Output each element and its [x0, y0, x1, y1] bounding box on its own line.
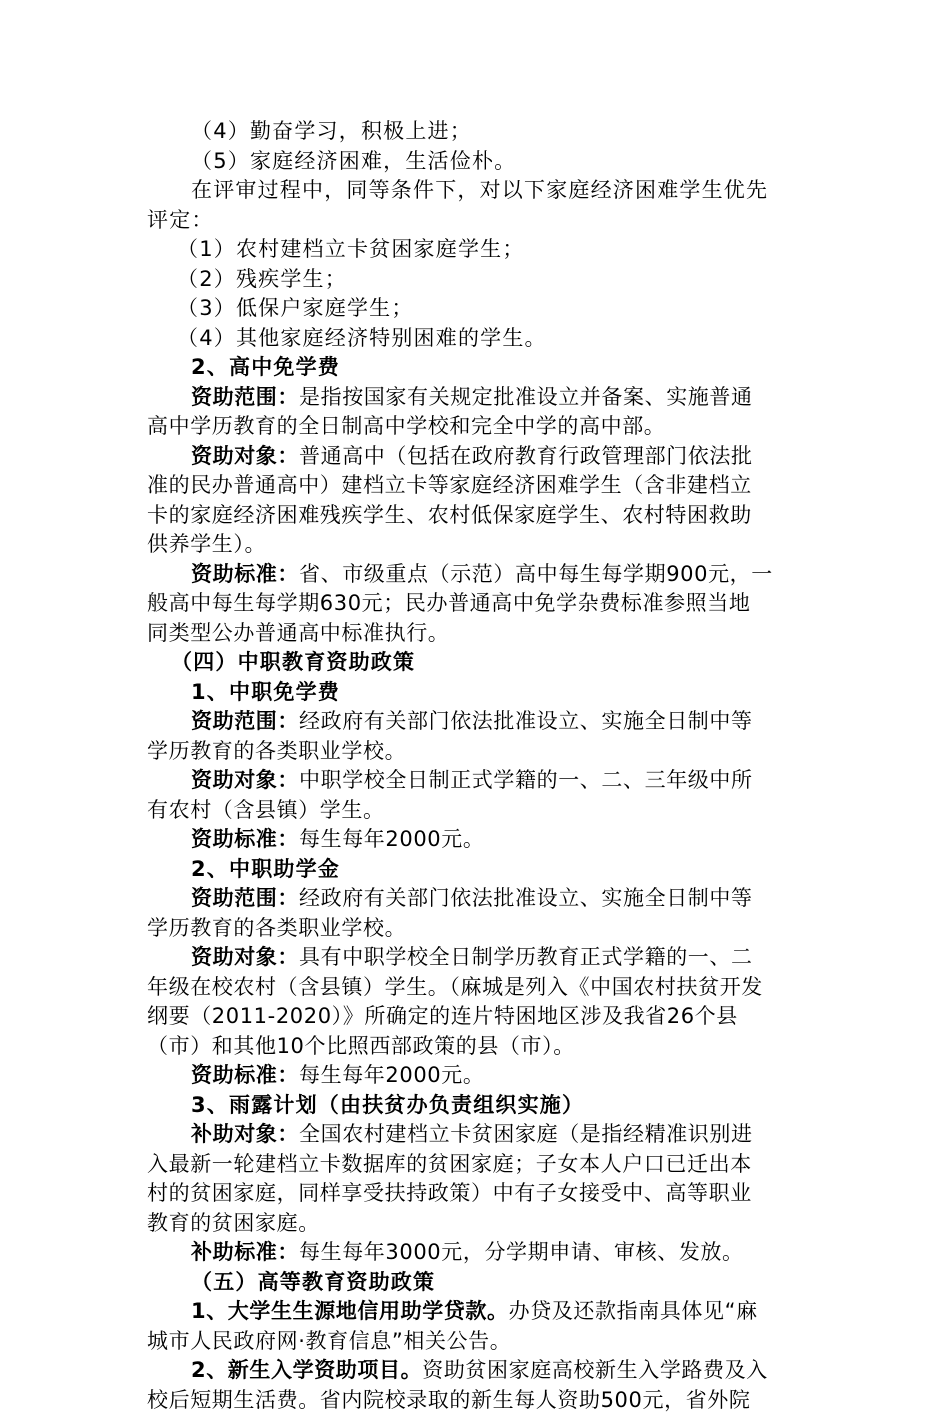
text-line: （4）其他家庭经济特别困难的学生。 — [147, 324, 812, 354]
paragraph-label: 资助范围： — [191, 709, 299, 733]
subheading: 1、中职免学费 — [147, 678, 812, 708]
text-line: 般高中每生每学期630元；民办普通高中免学杂费标准参照当地 — [147, 589, 812, 619]
paragraph-text: 省、市级重点（示范）高中每生每学期900元，一 — [299, 562, 773, 586]
labeled-paragraph — [147, 884, 812, 914]
labeled-paragraph — [147, 766, 812, 796]
paragraph-label: 资助对象： — [191, 945, 299, 969]
labeled-paragraph — [147, 707, 812, 737]
paragraph-text: 每生每年3000元，分学期申请、审核、发放。 — [299, 1240, 744, 1264]
paragraph-text: 经政府有关部门依法批准设立、实施全日制中等 — [299, 709, 753, 733]
labeled-paragraph — [147, 825, 812, 855]
paragraph-label: 补助标准： — [191, 1240, 299, 1264]
paragraph-label: 资助标准： — [191, 562, 299, 586]
text-line: 城市人民政府网·教育信息”相关公告。 — [147, 1327, 812, 1357]
labeled-paragraph — [147, 1120, 812, 1150]
text-line: 学历教育的各类职业学校。 — [147, 737, 812, 767]
paragraph-label: 资助标准： — [191, 1063, 299, 1087]
paragraph-label: 资助标准： — [191, 827, 299, 851]
text-line: 评定： — [147, 206, 812, 236]
text-line: 校后短期生活费。省内院校录取的新生每人资助500元，省外院 — [147, 1386, 812, 1415]
text-line: 同类型公办普通高中标准执行。 — [147, 619, 812, 649]
section-heading: （四）中职教育资助政策 — [147, 648, 812, 678]
text-line: 有农村（含县镇）学生。 — [147, 796, 812, 826]
text-line: （4）勤奋学习，积极上进； — [147, 117, 812, 147]
paragraph-text: 资助贫困家庭高校新生入学路费及入 — [422, 1358, 768, 1382]
text-line: （1）农村建档立卡贫困家庭学生； — [147, 235, 812, 265]
paragraph-text: 是指按国家有关规定批准设立并备案、实施普通 — [299, 385, 753, 409]
paragraph-label: 2、新生入学资助项目。 — [191, 1358, 422, 1382]
labeled-paragraph — [147, 383, 812, 413]
paragraph-text: 中职学校全日制正式学籍的一、二、三年级中所 — [299, 768, 753, 792]
labeled-paragraph — [147, 1356, 812, 1386]
paragraph-text: 每生每年2000元。 — [299, 827, 484, 851]
text-line: 卡的家庭经济困难残疾学生、农村低保家庭学生、农村特困救助 — [147, 501, 812, 531]
labeled-paragraph — [147, 442, 812, 472]
text-line: 供养学生）。 — [147, 530, 812, 560]
paragraph-label: 1、大学生生源地信用助学贷款。 — [191, 1299, 509, 1323]
paragraph-label: 资助对象： — [191, 444, 299, 468]
labeled-paragraph — [147, 943, 812, 973]
text-line: 村的贫困家庭，同样享受扶持政策）中有子女接受中、高等职业 — [147, 1179, 812, 1209]
text-line: 准的民办普通高中）建档立卡等家庭经济困难学生（含非建档立 — [147, 471, 812, 501]
labeled-paragraph — [147, 1297, 812, 1327]
text-line: 年级在校农村（含县镇）学生。（麻城是列入《中国农村扶贫开发 — [147, 973, 812, 1003]
paragraph-text: 具有中职学校全日制学历教育正式学籍的一、二 — [299, 945, 753, 969]
paragraph-text: 普通高中（包括在政府教育行政管理部门依法批 — [299, 444, 753, 468]
text-line: （市）和其他10个比照西部政策的县（市）。 — [147, 1032, 812, 1062]
subheading: 2、中职助学金 — [147, 855, 812, 885]
paragraph-text: 经政府有关部门依法批准设立、实施全日制中等 — [299, 886, 753, 910]
paragraph-label: 资助范围： — [191, 385, 299, 409]
text-line: （3）低保户家庭学生； — [147, 294, 812, 324]
labeled-paragraph — [147, 1238, 812, 1268]
paragraph-label: 补助对象： — [191, 1122, 299, 1146]
paragraph-text: 办贷及还款指南具体见“麻 — [509, 1299, 758, 1323]
subheading: 2、高中免学费 — [147, 353, 812, 383]
text-line: 学历教育的各类职业学校。 — [147, 914, 812, 944]
text-line: 在评审过程中，同等条件下，对以下家庭经济困难学生优先 — [147, 176, 812, 206]
text-line: （5）家庭经济困难，生活俭朴。 — [147, 147, 812, 177]
document-page — [147, 117, 812, 1415]
subheading: 3、雨露计划（由扶贫办负责组织实施） — [147, 1091, 812, 1121]
text-line: 纲要（2011-2020）》所确定的连片特困地区涉及我省26个县 — [147, 1002, 812, 1032]
labeled-paragraph — [147, 560, 812, 590]
labeled-paragraph — [147, 1061, 812, 1091]
text-line: 教育的贫困家庭。 — [147, 1209, 812, 1239]
paragraph-label: 资助范围： — [191, 886, 299, 910]
paragraph-label: 资助对象： — [191, 768, 299, 792]
text-line: （2）残疾学生； — [147, 265, 812, 295]
paragraph-text: 全国农村建档立卡贫困家庭（是指经精准识别进 — [299, 1122, 753, 1146]
section-heading: （五）高等教育资助政策 — [147, 1268, 812, 1298]
paragraph-text: 每生每年2000元。 — [299, 1063, 484, 1087]
text-line: 高中学历教育的全日制高中学校和完全中学的高中部。 — [147, 412, 812, 442]
text-line: 入最新一轮建档立卡数据库的贫困家庭；子女本人户口已迁出本 — [147, 1150, 812, 1180]
